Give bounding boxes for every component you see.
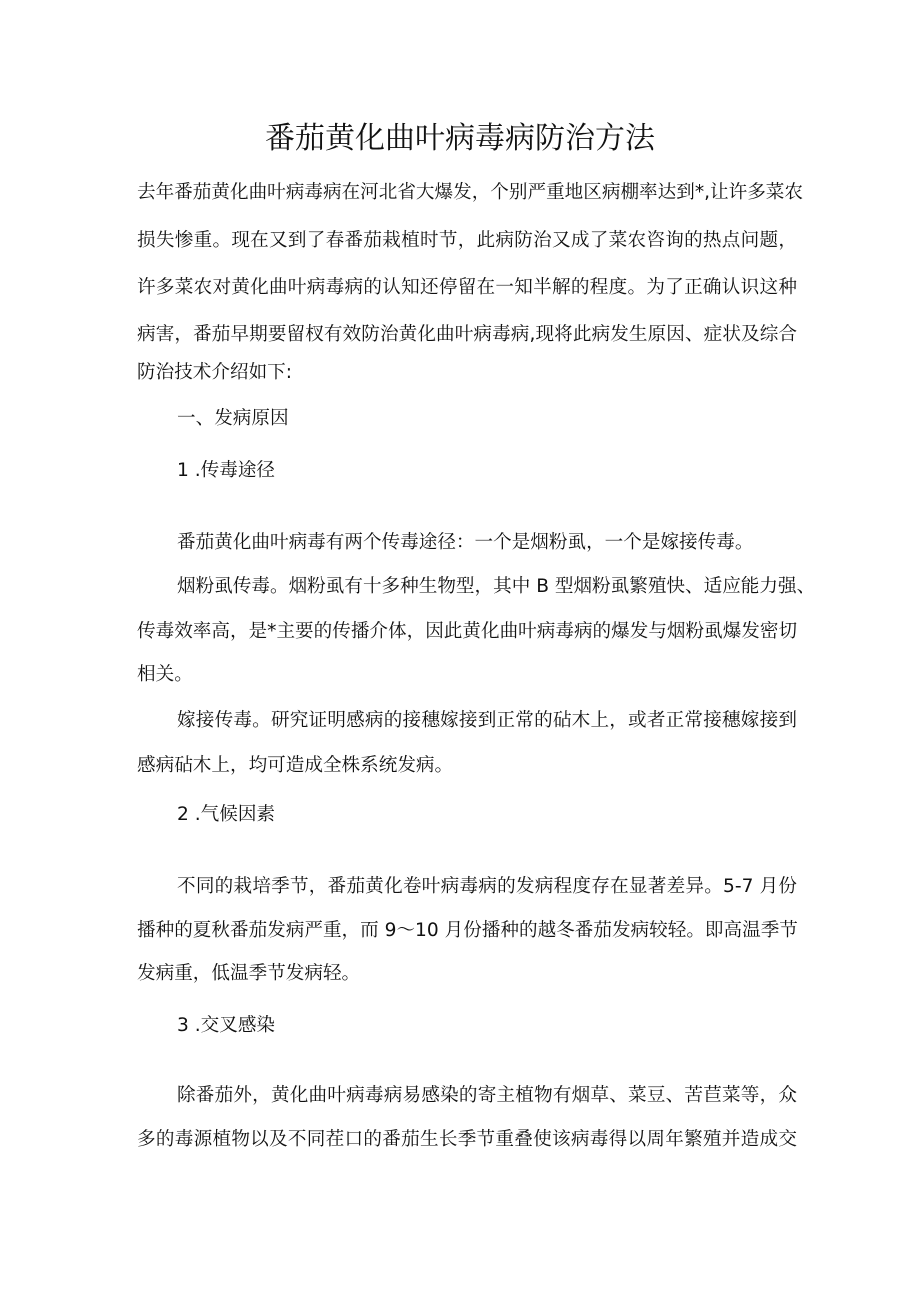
intro-line: 去年番茄黄化曲叶病毒病在河北省大爆发，个别严重地区病棚率达到*,让许多菜农	[137, 182, 803, 203]
paragraph-line: 嫁接传毒。研究证明感病的接穗嫁接到正常的砧木上，或者正常接穗嫁接到	[177, 710, 797, 731]
paragraph-line: 除番茄外，黄化曲叶病毒病易感染的寄主植物有烟草、菜豆、苦苣菜等，众	[177, 1085, 797, 1106]
paragraph-line: 相关。	[137, 664, 193, 685]
paragraph-line: 播种的夏秋番茄发病严重，而 9～10 月份播种的越冬番茄发病较轻。即高温季节	[137, 920, 798, 941]
intro-line: 许多菜农对黄化曲叶病毒病的认知还停留在一知半解的程度。为了正确认识这种	[137, 277, 797, 298]
paragraph-line: 烟粉虱传毒。烟粉虱有十多种生物型，其中 B 型烟粉虱繁殖快、适应能力强、	[177, 576, 816, 597]
subheading-climate: 2 .气候因素	[177, 804, 276, 825]
page-title: 番茄黄化曲叶病毒病防治方法	[265, 121, 655, 156]
paragraph-line: 不同的栽培季节，番茄黄化卷叶病毒病的发病程度存在显著差异。5-7 月份	[177, 876, 797, 897]
paragraph-line: 发病重，低温季节发病轻。	[137, 963, 361, 984]
paragraph-line: 多的毒源植物以及不同茬口的番茄生长季节重叠使该病毒得以周年繁殖并造成交	[137, 1129, 797, 1150]
intro-line: 病害，番茄早期要留杈有效防治黄化曲叶病毒病,现将此病发生原因、症状及综合	[137, 324, 797, 345]
intro-line: 防治技术介绍如下:	[137, 362, 293, 383]
paragraph-line: 传毒效率高，是*主要的传播介体，因此黄化曲叶病毒病的爆发与烟粉虱爆发密切	[137, 621, 798, 642]
subheading-transmission: 1 .传毒途径	[177, 460, 276, 481]
section-heading-causes: 一、发病原因	[177, 408, 289, 429]
intro-line: 损失惨重。现在又到了春番茄栽植时节，此病防治又成了菜农咨询的热点问题，	[137, 230, 797, 251]
paragraph-line: 感病砧木上，均可造成全株系统发病。	[137, 755, 454, 776]
transmission-paragraph: 番茄黄化曲叶病毒有两个传毒途径：一个是烟粉虱，一个是嫁接传毒。	[177, 532, 754, 553]
subheading-cross-infection: 3 .交叉感染	[177, 1015, 276, 1036]
